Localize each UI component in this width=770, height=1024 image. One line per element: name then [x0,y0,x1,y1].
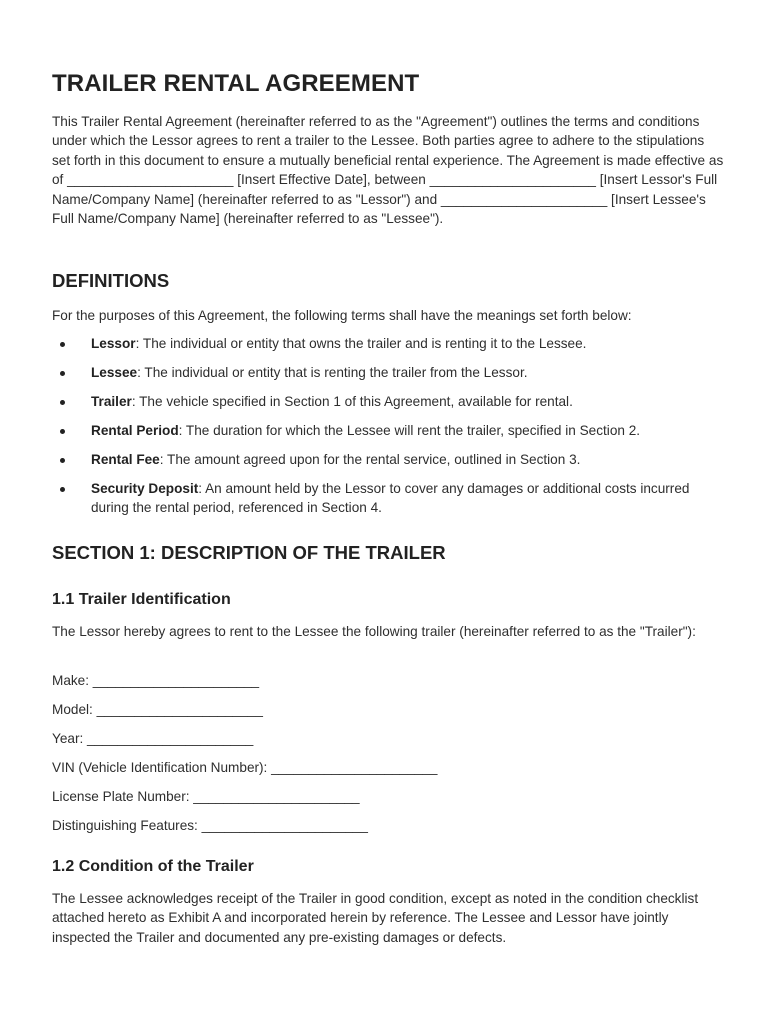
section1-1-heading: 1.1 Trailer Identification [52,591,231,608]
distinguishing-features-field: Distinguishing Features: ______________________ [52,818,368,833]
bullet-icon [60,429,65,434]
definitions-list [52,334,724,527]
definition-item-lessee [52,363,724,382]
definition-text: : The individual or entity that is renting the trailer from the Lessor. [137,365,528,380]
section1-2-paragraph: The Lessee acknowledges receipt of the Trailer in good condition, except as noted in the condition checklist attached hereto as Exhibit A and incorporated herein by reference. The Lessee and Lessor have jointly inspected the Trailer and documented any pre-existing damages or defects. [52,891,699,945]
definition-term: Rental Period [91,423,179,438]
definition-item-rental-period [52,421,724,440]
vin-field: VIN (Vehicle Identification Number): ______________________ [52,760,438,775]
definition-term: Security Deposit [91,481,199,496]
bullet-icon [60,458,65,463]
bullet-icon [60,400,65,405]
bullet-icon [60,487,65,492]
definition-term: Trailer [91,394,132,409]
definition-term: Lessee [91,365,138,380]
make-field: Make: ______________________ [52,673,260,688]
definition-text: : The amount agreed upon for the rental service, outlined in Section 3. [159,452,581,467]
definition-item-rental-fee [52,450,724,469]
definitions-lead: For the purposes of this Agreement, the following terms shall have the meanings set forth below: [52,308,632,323]
section1-2-heading: 1.2 Condition of the Trailer [52,858,254,875]
definition-text: : The individual or entity that owns the trailer and is renting it to the Lessee. [135,336,587,351]
section1-1-lead: The Lessor hereby agrees to rent to the Lessee the following trailer (hereinafter referred to as the "Trailer"): [52,624,696,639]
definition-term: Rental Fee [91,452,160,467]
intro-paragraph: This Trailer Rental Agreement (hereinafter referred to as the "Agreement") outlines the terms and conditions under which the Lessor agrees to rent a trailer to the Lessee. Both parties agree to adhere to the stipulations set forth in this document to ensure a mutually beneficial rental experience. The Agreement is made effective as of ______________________ [Insert Effective Date], between ______________________ [Insert Lessor's Full Name/Company Name] (hereinafter referred to as "Lessor") and ______________________ [Insert Lessee's Full Name/Company Name] (hereinafter referred to as "Lessee"). [52,114,724,227]
definition-text: : The duration for which the Lessee will rent the trailer, specified in Section 2. [178,423,641,438]
document-title: TRAILER RENTAL AGREEMENT [52,70,420,97]
definition-text: : An amount held by the Lessor to cover any damages or additional costs incurred during the rental period, referenced in Section 4. [91,481,690,516]
model-field: Model: ______________________ [52,702,263,717]
year-field: Year: ______________________ [52,731,254,746]
definition-item-security-deposit [52,479,724,518]
definition-text: : The vehicle specified in Section 1 of this Agreement, available for rental. [131,394,573,409]
section1-heading: SECTION 1: DESCRIPTION OF THE TRAILER [52,542,446,563]
definition-item-lessor [52,334,724,353]
definition-item-trailer [52,392,724,411]
license-plate-field: License Plate Number: ______________________ [52,789,360,804]
bullet-icon [60,371,65,376]
definitions-heading: DEFINITIONS [52,270,170,291]
bullet-icon [60,342,65,347]
definition-term: Lessor [91,336,136,351]
